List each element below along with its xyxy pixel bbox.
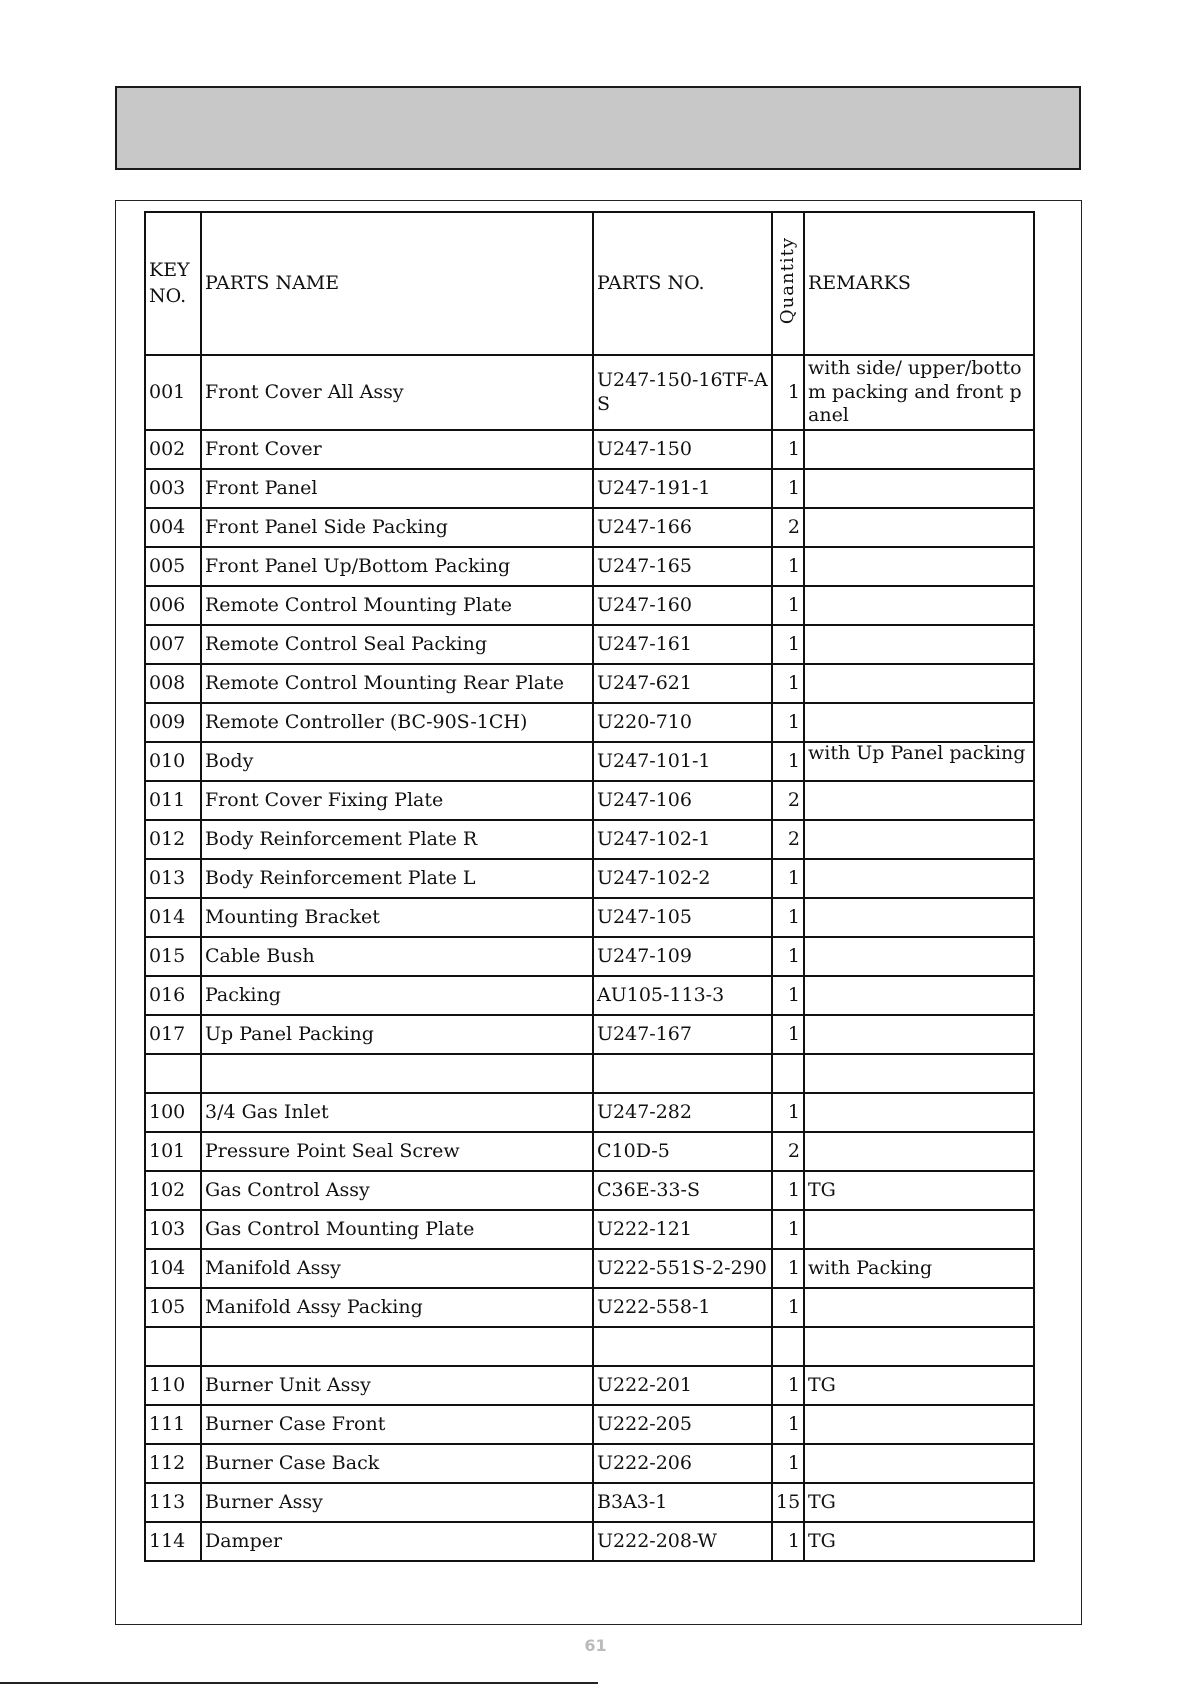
remarks-cell	[804, 586, 1034, 625]
parts-name-cell: Front Cover Fixing Plate	[201, 781, 593, 820]
quantity-header-label: Quantity	[776, 237, 798, 325]
table-row	[145, 1483, 1034, 1522]
parts-no-cell: U247-167	[593, 1015, 772, 1054]
key-no-cell: 013	[145, 859, 201, 898]
key-no-cell: 005	[145, 547, 201, 586]
key-no-cell: 009	[145, 703, 201, 742]
parts-name-cell: Front Panel	[201, 469, 593, 508]
quantity-cell: 1	[772, 898, 804, 937]
parts-name-cell: Burner Assy	[201, 1483, 593, 1522]
parts-name-cell: Cable Bush	[201, 937, 593, 976]
key-no-cell: 100	[145, 1093, 201, 1132]
parts-no-cell: U247-282	[593, 1093, 772, 1132]
table-row	[145, 937, 1034, 976]
table-row	[145, 1444, 1034, 1483]
table-row	[145, 1405, 1034, 1444]
column-header-remarks: REMARKS	[804, 212, 1034, 355]
remarks-cell	[804, 703, 1034, 742]
table-row	[145, 742, 1034, 781]
table-row	[145, 1054, 1034, 1093]
parts-no-cell: U247-102-2	[593, 859, 772, 898]
table-row	[145, 859, 1034, 898]
quantity-cell: 1	[772, 1522, 804, 1561]
quantity-cell	[772, 1327, 804, 1366]
parts-name-cell: Damper	[201, 1522, 593, 1561]
quantity-cell: 1	[772, 547, 804, 586]
quantity-cell: 1	[772, 586, 804, 625]
table-row	[145, 1171, 1034, 1210]
quantity-cell: 1	[772, 937, 804, 976]
parts-list-table	[144, 211, 1035, 1562]
quantity-cell: 1	[772, 742, 804, 781]
parts-name-cell	[201, 1327, 593, 1366]
parts-no-cell: U247-106	[593, 781, 772, 820]
table-row	[145, 1327, 1034, 1366]
remarks-cell: with Up Panel packing	[804, 742, 1034, 781]
key-no-cell: 015	[145, 937, 201, 976]
quantity-cell: 1	[772, 430, 804, 469]
page-number: 61	[584, 1636, 607, 1655]
parts-table-body	[145, 355, 1034, 1561]
remarks-cell	[804, 430, 1034, 469]
table-row	[145, 1249, 1034, 1288]
remarks-cell	[804, 1093, 1034, 1132]
parts-name-cell: Packing	[201, 976, 593, 1015]
quantity-cell: 1	[772, 1015, 804, 1054]
parts-no-cell: U247-150-16TF-AS	[593, 355, 772, 430]
table-row	[145, 430, 1034, 469]
parts-name-cell: Front Panel Up/Bottom Packing	[201, 547, 593, 586]
parts-name-cell: Body	[201, 742, 593, 781]
parts-name-cell: Remote Control Mounting Plate	[201, 586, 593, 625]
parts-no-cell: U247-621	[593, 664, 772, 703]
parts-name-cell: Pressure Point Seal Screw	[201, 1132, 593, 1171]
parts-name-cell	[201, 1054, 593, 1093]
key-no-cell: 102	[145, 1171, 201, 1210]
parts-name-cell: Manifold Assy	[201, 1249, 593, 1288]
parts-no-cell: U247-105	[593, 898, 772, 937]
key-no-cell: 016	[145, 976, 201, 1015]
parts-no-cell: U247-101-1	[593, 742, 772, 781]
key-no-cell: 017	[145, 1015, 201, 1054]
table-row	[145, 976, 1034, 1015]
key-no-cell: 012	[145, 820, 201, 859]
key-no-cell: 114	[145, 1522, 201, 1561]
remarks-cell	[804, 469, 1034, 508]
quantity-cell: 2	[772, 820, 804, 859]
key-no-cell: 002	[145, 430, 201, 469]
remarks-cell: with side/ upper/bottom packing and front panel	[804, 355, 1034, 430]
table-row	[145, 508, 1034, 547]
parts-no-cell: U247-191-1	[593, 469, 772, 508]
table-header-row	[145, 212, 1034, 355]
parts-no-cell: U247-161	[593, 625, 772, 664]
remarks-cell: TG	[804, 1366, 1034, 1405]
quantity-cell: 1	[772, 1444, 804, 1483]
remarks-cell	[804, 1288, 1034, 1327]
parts-name-cell: Gas Control Assy	[201, 1171, 593, 1210]
table-row	[145, 820, 1034, 859]
parts-no-cell: C36E-33-S	[593, 1171, 772, 1210]
parts-no-cell: U247-109	[593, 937, 772, 976]
remarks-cell: TG	[804, 1171, 1034, 1210]
key-no-cell: 014	[145, 898, 201, 937]
parts-no-cell	[593, 1054, 772, 1093]
key-no-cell: 105	[145, 1288, 201, 1327]
parts-no-cell: U247-102-1	[593, 820, 772, 859]
quantity-cell: 2	[772, 508, 804, 547]
remarks-cell	[804, 1444, 1034, 1483]
parts-no-cell: C10D-5	[593, 1132, 772, 1171]
parts-name-cell: Body Reinforcement Plate L	[201, 859, 593, 898]
remarks-cell	[804, 664, 1034, 703]
parts-name-cell: Remote Control Mounting Rear Plate	[201, 664, 593, 703]
key-no-cell: 008	[145, 664, 201, 703]
remarks-cell	[804, 859, 1034, 898]
remarks-cell	[804, 508, 1034, 547]
table-row	[145, 781, 1034, 820]
parts-no-cell: U222-201	[593, 1366, 772, 1405]
key-no-cell	[145, 1054, 201, 1093]
parts-no-cell: U247-160	[593, 586, 772, 625]
column-header-key-no: KEY NO.	[145, 212, 201, 355]
parts-name-cell: Up Panel Packing	[201, 1015, 593, 1054]
parts-name-cell: Body Reinforcement Plate R	[201, 820, 593, 859]
key-no-cell: 104	[145, 1249, 201, 1288]
quantity-cell: 1	[772, 1405, 804, 1444]
parts-name-cell: Mounting Bracket	[201, 898, 593, 937]
parts-no-cell: U247-150	[593, 430, 772, 469]
remarks-cell	[804, 1132, 1034, 1171]
quantity-cell: 1	[772, 664, 804, 703]
parts-no-cell: B3A3-1	[593, 1483, 772, 1522]
parts-name-cell: Remote Control Seal Packing	[201, 625, 593, 664]
quantity-cell: 1	[772, 1249, 804, 1288]
table-row	[145, 355, 1034, 430]
table-row	[145, 1288, 1034, 1327]
quantity-cell: 1	[772, 1093, 804, 1132]
parts-name-cell: Manifold Assy Packing	[201, 1288, 593, 1327]
quantity-cell: 1	[772, 1366, 804, 1405]
key-no-cell: 006	[145, 586, 201, 625]
remarks-cell	[804, 625, 1034, 664]
parts-no-cell	[593, 1327, 772, 1366]
table-row	[145, 586, 1034, 625]
quantity-cell: 2	[772, 781, 804, 820]
parts-name-cell: Gas Control Mounting Plate	[201, 1210, 593, 1249]
column-header-parts-no: PARTS NO.	[593, 212, 772, 355]
table-row	[145, 1093, 1034, 1132]
key-no-cell: 111	[145, 1405, 201, 1444]
parts-no-cell: U222-558-1	[593, 1288, 772, 1327]
parts-no-cell: U220-710	[593, 703, 772, 742]
parts-name-cell: Front Cover All Assy	[201, 355, 593, 430]
remarks-cell	[804, 1015, 1034, 1054]
parts-no-cell: U222-208-W	[593, 1522, 772, 1561]
quantity-cell	[772, 1054, 804, 1093]
parts-no-cell: U247-166	[593, 508, 772, 547]
footer-rule	[0, 1682, 598, 1684]
remarks-cell: TG	[804, 1483, 1034, 1522]
table-row	[145, 469, 1034, 508]
quantity-cell: 1	[772, 976, 804, 1015]
quantity-cell: 1	[772, 1288, 804, 1327]
key-no-cell: 112	[145, 1444, 201, 1483]
remarks-cell: TG	[804, 1522, 1034, 1561]
table-row	[145, 1015, 1034, 1054]
remarks-cell	[804, 820, 1034, 859]
quantity-cell: 1	[772, 355, 804, 430]
key-no-cell	[145, 1327, 201, 1366]
key-no-cell: 113	[145, 1483, 201, 1522]
table-row	[145, 664, 1034, 703]
quantity-cell: 1	[772, 625, 804, 664]
table-row	[145, 1366, 1034, 1405]
table-row	[145, 625, 1034, 664]
table-row	[145, 1132, 1034, 1171]
key-no-cell: 103	[145, 1210, 201, 1249]
quantity-cell: 15	[772, 1483, 804, 1522]
key-no-cell: 001	[145, 355, 201, 430]
key-no-cell: 110	[145, 1366, 201, 1405]
table-row	[145, 1522, 1034, 1561]
parts-name-cell: Burner Unit Assy	[201, 1366, 593, 1405]
quantity-cell: 2	[772, 1132, 804, 1171]
remarks-cell	[804, 898, 1034, 937]
parts-name-cell: Front Panel Side Packing	[201, 508, 593, 547]
quantity-cell: 1	[772, 703, 804, 742]
remarks-cell	[804, 1327, 1034, 1366]
parts-no-cell: U222-206	[593, 1444, 772, 1483]
column-header-parts-name: PARTS NAME	[201, 212, 593, 355]
remarks-cell	[804, 1405, 1034, 1444]
table-row	[145, 1210, 1034, 1249]
remarks-cell: with Packing	[804, 1249, 1034, 1288]
column-header-quantity	[772, 212, 804, 355]
key-no-cell: 011	[145, 781, 201, 820]
table-row	[145, 898, 1034, 937]
parts-no-cell: U247-165	[593, 547, 772, 586]
parts-no-cell: U222-551S-2-290	[593, 1249, 772, 1288]
remarks-cell	[804, 1054, 1034, 1093]
quantity-cell: 1	[772, 859, 804, 898]
key-no-cell: 003	[145, 469, 201, 508]
parts-name-cell: Burner Case Front	[201, 1405, 593, 1444]
parts-name-cell: 3/4 Gas Inlet	[201, 1093, 593, 1132]
remarks-cell	[804, 1210, 1034, 1249]
parts-no-cell: U222-205	[593, 1405, 772, 1444]
quantity-cell: 1	[772, 469, 804, 508]
parts-no-cell: AU105-113-3	[593, 976, 772, 1015]
key-no-cell: 004	[145, 508, 201, 547]
remarks-cell	[804, 976, 1034, 1015]
key-no-cell: 010	[145, 742, 201, 781]
parts-no-cell: U222-121	[593, 1210, 772, 1249]
remarks-cell	[804, 547, 1034, 586]
key-no-cell: 101	[145, 1132, 201, 1171]
remarks-cell	[804, 781, 1034, 820]
table-row	[145, 547, 1034, 586]
quantity-cell: 1	[772, 1210, 804, 1249]
key-no-cell: 007	[145, 625, 201, 664]
parts-name-cell: Burner Case Back	[201, 1444, 593, 1483]
quantity-cell: 1	[772, 1171, 804, 1210]
remarks-cell	[804, 937, 1034, 976]
table-row	[145, 703, 1034, 742]
parts-name-cell: Remote Controller (BC-90S-1CH)	[201, 703, 593, 742]
section-header-band	[115, 86, 1081, 170]
parts-name-cell: Front Cover	[201, 430, 593, 469]
